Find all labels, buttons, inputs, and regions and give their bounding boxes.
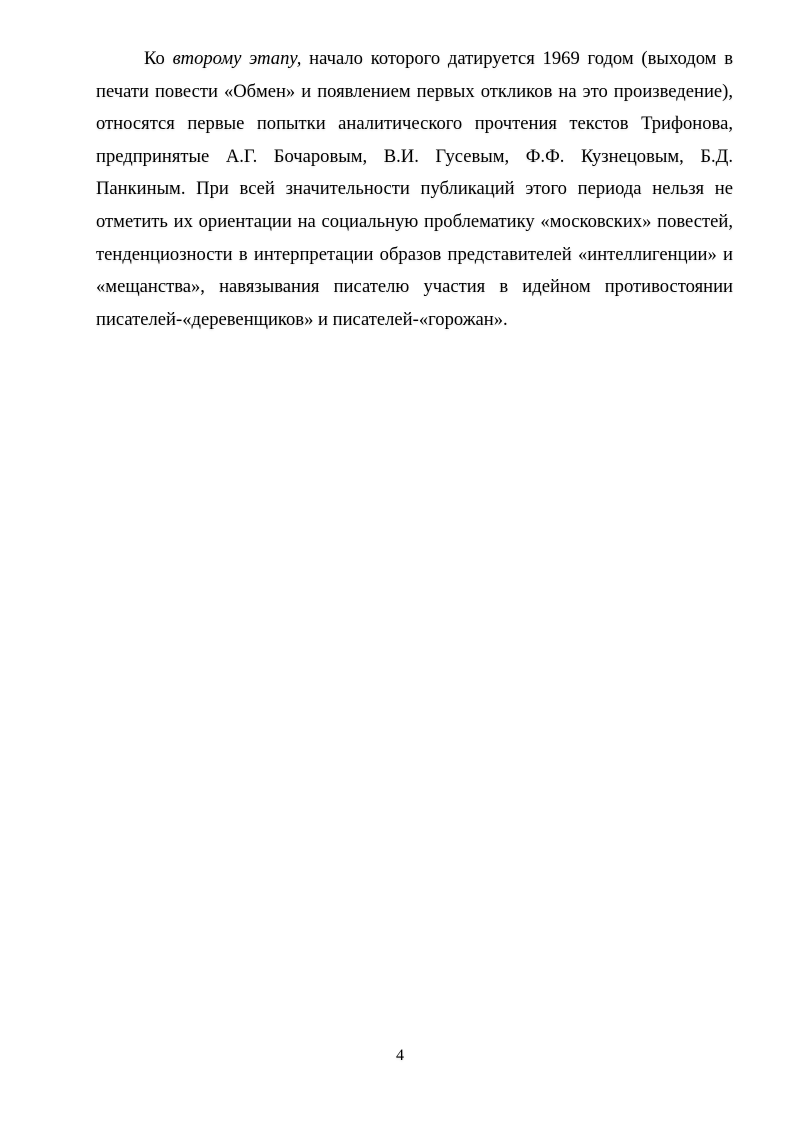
paragraph-line-8: «мещанства», навязывания писателю участия в идейном противостоянии	[96, 276, 733, 298]
paragraph-line-3: относятся первые попытки аналитического прочтения текстов Трифонова,	[96, 113, 733, 135]
paragraph-line-4: предпринятые А.Г. Бочаровым, В.И. Гусевым, Ф.Ф. Кузнецовым, Б.Д.	[96, 145, 733, 167]
page-number: 4	[396, 1047, 404, 1064]
paragraph-line-5: Панкиным. При всей значительности публикаций этого периода нельзя не	[96, 178, 733, 200]
paragraph-line-9: писателей-«деревенщиков» и писателей-«горожан».	[96, 308, 508, 330]
body-paragraph	[96, 43, 733, 336]
paragraph-line-2: печати повести «Обмен» и появлением первых откликов на это произведение),	[96, 80, 733, 102]
line-1-prefix: Ко	[144, 48, 173, 69]
line-1-suffix: начало которого датируется 1969 годом (выходом в	[301, 48, 733, 69]
paragraph-line-7: тенденциозности в интерпретации образов представителей «интеллигенции» и	[96, 243, 733, 265]
paragraph-line-6: отметить их ориентации на социальную проблематику «московских» повестей,	[96, 210, 733, 232]
emphasized-term: второму этапу,	[172, 48, 302, 69]
paragraph-line-1	[96, 43, 733, 76]
